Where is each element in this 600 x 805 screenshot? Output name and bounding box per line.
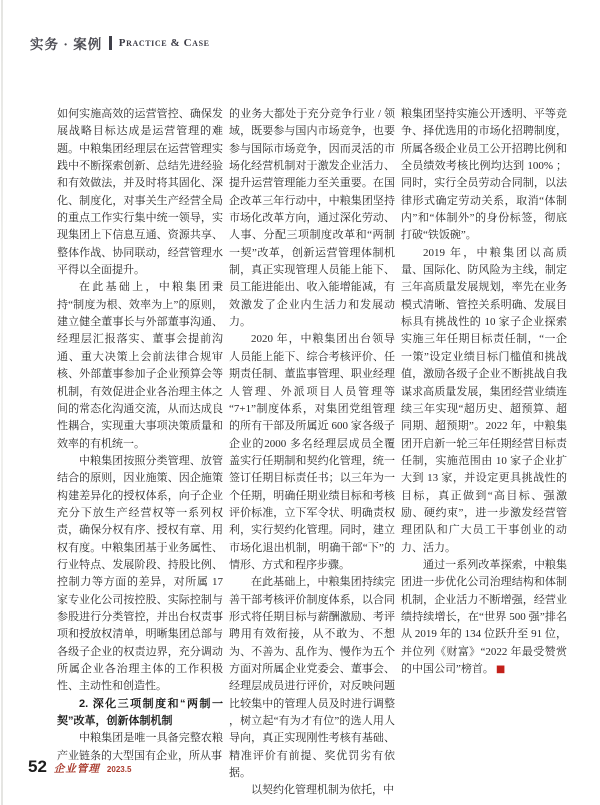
header-divider-bar — [109, 36, 112, 50]
paragraph: 中粮集团是唯一具备完整农粮产业链条的大型国有企业，所从事 — [57, 732, 223, 762]
paragraph-text: 通过一系列改革探索，中粮集团进一步优化公司治理结构和体制机制，企业活力不断增强，经营业绩持续增长，在“世界 500 强”排名从 2019 年的 134 位跃升至 91 位，并位列《财富》“2022 年最受赞赏的中国公司”榜首。 — [401, 558, 567, 675]
paragraph: 的业务大都处于充分竞争行业 / 领域，既要参与国内市场竞争，也要参与国际市场竞争，因而灵活的市场化经营机制对于激发企业活力、提升运营管理能力至关重要。在国企改革三年行动中，中粮集团坚持市场化改革方向，通过深化劳动、人事、分配三项制度改革和“两制一契”改革，创新运营管理体制机制，真正实现管理人员能上能下、员工能进能出、收入能增能减，有效激发了企业内生活力和发展动力。 — [229, 108, 395, 329]
paragraph: 2020 年，中粮集团出台领导人员能上能下、综合考核评价、任期责任制、董监事管理、职业经理人管理、外派项目人员管理等 “7+1”制度体系，对集团党组管理的所有干部及所属近 600 家各级子企业的2000 多名经理层成员全覆盖实行任期制和契约化管理，统一签订任期目标责任书；以三年为一个任期，明确任期业绩目标和考核评价标准，立下军令状、明确责权利，实行契约化管理。同时，建立市场化退出机制，明确干部“下”的情形、方式和程序步骤。 — [229, 333, 395, 571]
text-column-1 — [57, 106, 223, 800]
paragraph: 2019 年，中粮集团以高质量、国际化、防风险为主线，制定三年高质量发展规划，率先在业务模式清晰、管控关系明确、发展目标具有挑战性的 10 家子企业探索实施三年任期目标责任制，“一企一策”设定业绩目标门槛值和挑战值，激励各级子企业不断挑战自我谋求高质量发展，集团经营业绩连续三年实现“超历史、超预算、超同期、超预期”。2022 年，中粮集团开启新一轮三年任期经营目标责任制，实施范围由 10 家子企业扩大到 13 家，并设定更具挑战性的目标，真正做到“高目标、强激励、硬约束”，进一步激发经营管理团队和广大员工干事创业的动力、活力。 — [401, 246, 567, 554]
section-title-en: Practice & Case — [118, 37, 210, 49]
page-header — [30, 33, 210, 53]
article-body — [57, 106, 569, 800]
text-column-3 — [401, 106, 567, 800]
magazine-logo: 企业管理 — [53, 764, 100, 775]
paragraph: 粮集团坚持实施公开透明、平等竞争、择优选用的市场化招聘制度，所属各级企业员工公开招聘比例和全员绩效考核比例均达到 100% ；同时，实行全员劳动合同制，以法律形式确定劳动关系，取消“体制内”和“体制外”的身份标签，彻底打破“铁饭碗”。 — [401, 108, 567, 242]
issue-label: 2023.5 — [106, 765, 132, 774]
paragraph: 在此基础上，中粮集团持续完善干部考核评价制度体系，以合同形式将任期目标与薪酬激励、考评聘用有效衔接，从不敢为、不想为、不善为、乱作为、慢作为五个方面对所属企业党委会、董事会、经理层成员进行评价，对反映问题比较集中的管理人员及时进行调整 ，树立起“有为才有位”的选人用人导向，真正实现刚性考核有基础、精准评价有前提、奖优罚劣有依据。 — [229, 576, 395, 780]
page-footer — [28, 757, 131, 777]
paragraph: 如何实施高效的运营管控、确保发展战略目标达成是运营管理的难题。中粮集团经理层在运营管理实践中不断探索创新、总结先进经验和有效做法，并及时将其固化、深化、制度化，对事关生产经营全局的重点工作实行集中统一领导，实现集团上下信息互通、资源共享、整体作战、协同联动，经营管理水平得以全面提升。 — [57, 108, 223, 277]
paragraph — [401, 557, 567, 678]
paragraph: 中粮集团按照分类管理、放管结合的原则，因业施策、因企施策构建差异化的授权体系，向子企业充分下放生产经营权等一系列权责，确保分权有序、授权有章、用权有度。中粮集团基于业务属性、行业特点、发展阶段、持股比例、控制力等方面的差异，对所属 17 家专业化公司按控股、实际控制与参股进行分类管控，并出台权责事项和授放权清单，明晰集团总部与各级子企业的权责边界，充分调动所属企业各治理主体的工作积极性、主动性和创造性。 — [57, 454, 223, 693]
article-end-mark: ■ — [495, 664, 506, 675]
section-heading: 2. 深化三项制度和“两制一契”改革，创新体制机制 — [57, 697, 223, 728]
page-number: 52 — [28, 757, 47, 776]
page-edge-shadow — [1, 0, 3, 805]
paragraph: 在此基础上，中粮集团秉持“制度为根、效率为上”的原则，建立健全董事长与外部董事沟通、经理层汇报落实、董事会提前沟通、重大决策上会前法律合规审核、外部董事参加子企业预算会等机制，有效促进企业各治理主体之间的常态化沟通交流，从而达成良性耦合，实现重大事项决策质量和效率的有机统一。 — [57, 281, 223, 450]
text-column-2 — [229, 106, 395, 800]
paragraph: 以契约化管理机制为依托，中 — [251, 784, 394, 797]
section-title-cn: 实务 · 案例 — [30, 37, 103, 52]
